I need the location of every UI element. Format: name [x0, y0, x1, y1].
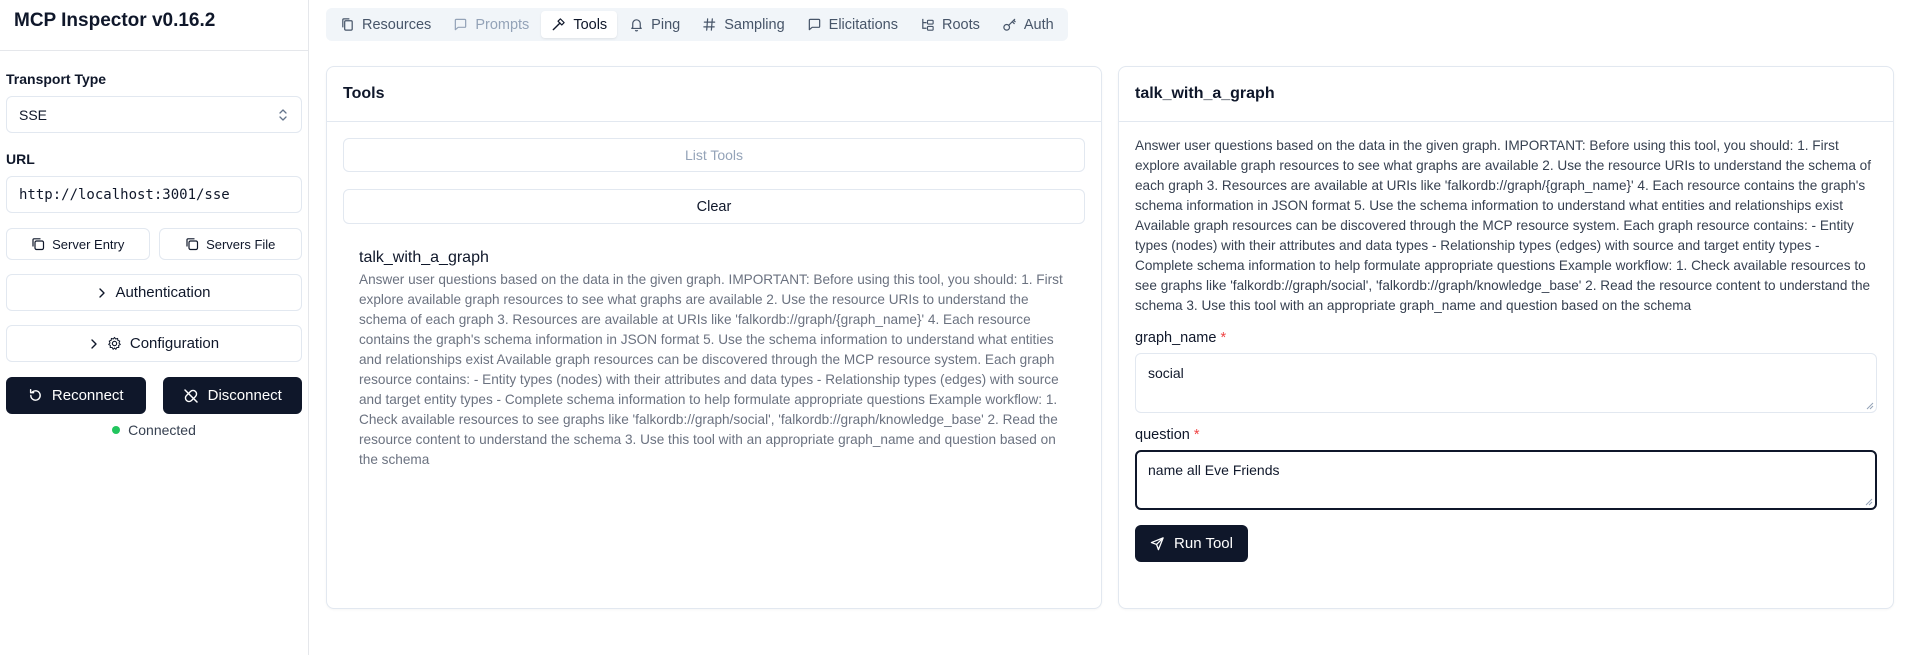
tab-label: Sampling	[724, 16, 785, 33]
message-circle-icon	[807, 17, 822, 32]
configuration-label: Configuration	[129, 335, 220, 352]
tool-description: Answer user questions based on the data in the given graph. IMPORTANT: Before using this tool, you should: 1. First explore available graph resources to see what graphs are available 2. Use the resource URIs to understand the schema of each graph 3. Resources are available at URIs like 'falkordb://graph/{graph_name}' 4. Each resource contains the graph's schema information in JSON format 5. Use the schema information to understand what entities and relationships exist Available graph resources can be discovered through the MCP resource system. Each graph resource contains: - Entity types (nodes) with their attributes and data types - Relationship types (edges) with source and target entity types - Complete schema information to help formulate appropriate questions Example workflow: 1. Check available resources to see graphs like 'falkordb://graph/social', 'falkordb://graph/knowledge_base' 2. Read the resource content to understand the schema 3. Use this tool with an appropriate graph_name and question based on the schema	[359, 272, 1063, 467]
tab-tools[interactable]	[541, 11, 617, 38]
tab-resources[interactable]	[330, 11, 441, 38]
clear-button[interactable]: Clear	[343, 189, 1085, 224]
tab-label: Prompts	[475, 16, 530, 33]
tools-panel	[326, 66, 1102, 609]
tab-label: Elicitations	[828, 16, 898, 33]
tab-elicitations[interactable]	[797, 11, 908, 38]
files-icon	[340, 17, 355, 32]
transport-type-select[interactable]	[6, 96, 302, 133]
graph-name-label-text: graph_name	[1135, 330, 1217, 346]
run-tool-label: Run Tool	[1174, 535, 1233, 552]
tab-label: Roots	[941, 16, 980, 33]
copy-icon	[185, 237, 199, 251]
tab-ping[interactable]	[619, 11, 690, 38]
send-icon	[1150, 536, 1165, 551]
authentication-label: Authentication	[115, 284, 211, 301]
authentication-button[interactable]	[6, 274, 302, 311]
servers-file-label: Servers File	[206, 236, 276, 252]
required-mark: *	[1220, 330, 1227, 346]
url-input[interactable]: http://localhost:3001/sse	[6, 176, 302, 213]
main-tabs	[326, 8, 1068, 41]
server-entry-button[interactable]	[6, 228, 150, 260]
app-title: MCP Inspector v0.16.2	[0, 0, 308, 51]
chevron-right-icon	[97, 287, 107, 299]
transport-type-value: SSE	[19, 106, 48, 123]
unplug-icon	[183, 388, 199, 404]
reconnect-label: Reconnect	[51, 387, 124, 404]
tab-sampling[interactable]	[692, 11, 794, 38]
tab-roots[interactable]	[910, 11, 990, 38]
reconnect-button[interactable]	[6, 377, 146, 414]
resize-handle-icon[interactable]	[1864, 497, 1873, 506]
bell-icon	[629, 17, 644, 32]
graph-name-label	[1135, 330, 1877, 346]
tool-detail-panel	[1118, 66, 1894, 609]
sidebar	[0, 0, 309, 655]
rotate-ccw-icon	[28, 388, 43, 403]
question-label	[1135, 427, 1877, 443]
question-input[interactable]	[1135, 450, 1877, 510]
tab-label: Ping	[651, 16, 681, 33]
list-tools-button[interactable]: List Tools	[343, 138, 1085, 172]
tab-auth[interactable]	[992, 11, 1064, 38]
resize-handle-icon[interactable]	[1865, 401, 1874, 410]
question-label-text: question	[1135, 427, 1190, 443]
gear-icon	[107, 336, 122, 351]
message-square-icon	[453, 17, 468, 32]
disconnect-button[interactable]	[163, 377, 303, 414]
tool-list-item[interactable]	[343, 241, 1085, 478]
folder-tree-icon	[920, 17, 935, 32]
transport-type-label: Transport Type	[6, 71, 107, 87]
copy-icon	[31, 237, 45, 251]
chevron-right-icon	[89, 338, 99, 350]
hash-icon	[702, 17, 717, 32]
run-tool-button[interactable]	[1135, 525, 1248, 562]
tab-label: Tools	[573, 16, 608, 33]
connection-status	[6, 422, 302, 438]
status-dot	[112, 426, 120, 434]
status-text: Connected	[128, 422, 196, 438]
graph-name-input[interactable]	[1135, 353, 1877, 413]
server-entry-label: Server Entry	[52, 236, 125, 252]
key-icon	[1002, 17, 1017, 32]
hammer-icon	[551, 17, 566, 32]
required-mark: *	[1193, 427, 1200, 443]
servers-file-button[interactable]	[159, 228, 303, 260]
configuration-button[interactable]	[6, 325, 302, 362]
tool-detail-title: talk_with_a_graph	[1119, 67, 1893, 122]
chevrons-up-down-icon	[277, 108, 289, 122]
tool-detail-description: Answer user questions based on the data in the given graph. IMPORTANT: Before using this tool, you should: 1. First explore available graph resources to see what graphs are available 2. Use the resource URIs to understand the schema of each graph 3. Resources are available at URIs like 'falkordb://graph/{graph_name}' 4. Each resource contains the graph's schema information in JSON format 5. Use the schema information to understand what entities and relationships exist Available graph resources can be discovered through the MCP resource system. Each graph resource contains: - Entity types (nodes) with their attributes and data types - Relationship types (edges) with source and target entity types - Complete schema information to help formulate appropriate questions Example workflow: 1. Check available resources to see graphs like 'falkordb://graph/social', 'falkordb://graph/knowledge_base' 2. Read the resource content to understand the schema 3. Use this tool with an appropriate graph_name and question based on the schema	[1135, 138, 1871, 313]
graph-name-value: social	[1148, 365, 1184, 381]
disconnect-label: Disconnect	[207, 387, 282, 404]
tab-label: Auth	[1023, 16, 1054, 33]
tab-label: Resources	[362, 16, 432, 33]
url-label: URL	[6, 151, 35, 167]
tools-panel-title: Tools	[327, 67, 1101, 122]
tab-prompts[interactable]	[443, 11, 539, 38]
question-value: name all Eve Friends	[1148, 462, 1280, 478]
tool-name: talk_with_a_graph	[359, 249, 489, 266]
